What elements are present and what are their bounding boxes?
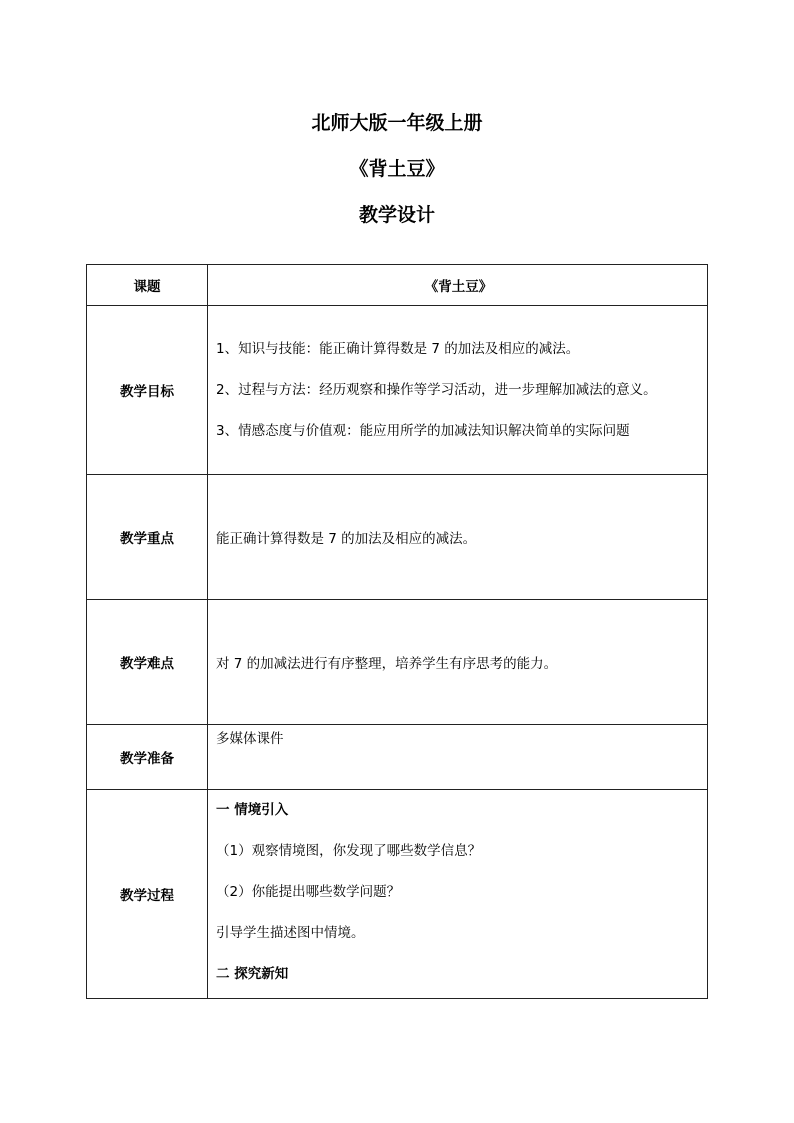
key-points-value: 能正确计算得数是 7 的加法及相应的减法。 — [208, 475, 708, 600]
label-preparation: 教学准备 — [87, 725, 208, 790]
label-difficulties: 教学难点 — [87, 600, 208, 725]
label-key-points: 教学重点 — [87, 475, 208, 600]
process-question-1: （1）观察情境图，你发现了哪些数学信息？ — [216, 843, 482, 859]
document-title — [0, 100, 794, 238]
goal-item-attitude: 3、情感态度与价值观：能应用所学的加减法知识解决简单的实际问题 — [216, 422, 630, 439]
topic-value: 《背土豆》 — [208, 265, 708, 306]
table-row-goals — [87, 306, 708, 475]
table-row-key-points — [87, 475, 708, 600]
title-textbook: 北师大版一年级上册 — [311, 112, 483, 134]
label-process: 教学过程 — [87, 790, 208, 999]
table-row-process — [87, 790, 708, 999]
process-question-2: （2）你能提出哪些数学问题？ — [216, 884, 401, 900]
label-topic: 课题 — [87, 265, 208, 306]
title-doc-type: 教学设计 — [358, 204, 435, 226]
table-row-difficulties — [87, 600, 708, 725]
preparation-value: 多媒体课件 — [216, 731, 284, 747]
title-lesson: 《背土豆》 — [349, 158, 445, 180]
table-row-topic — [87, 265, 708, 306]
goals-content — [208, 306, 708, 475]
process-content — [208, 790, 708, 999]
label-goals: 教学目标 — [87, 306, 208, 475]
process-guide: 引导学生描述图中情境。 — [216, 925, 365, 941]
goal-item-knowledge: 1、知识与技能：能正确计算得数是 7 的加法及相应的减法。 — [216, 340, 580, 357]
preparation-content — [208, 725, 708, 790]
table-row-preparation — [87, 725, 708, 790]
difficulties-value: 对 7 的加减法进行有序整理，培养学生有序思考的能力。 — [208, 600, 708, 725]
process-section-intro: 一 情境引入 — [216, 802, 289, 818]
goal-item-process: 2、过程与方法：经历观察和操作等学习活动，进一步理解加减法的意义。 — [216, 381, 657, 398]
lesson-plan-table — [86, 264, 708, 999]
process-section-explore: 二 探究新知 — [216, 966, 289, 982]
